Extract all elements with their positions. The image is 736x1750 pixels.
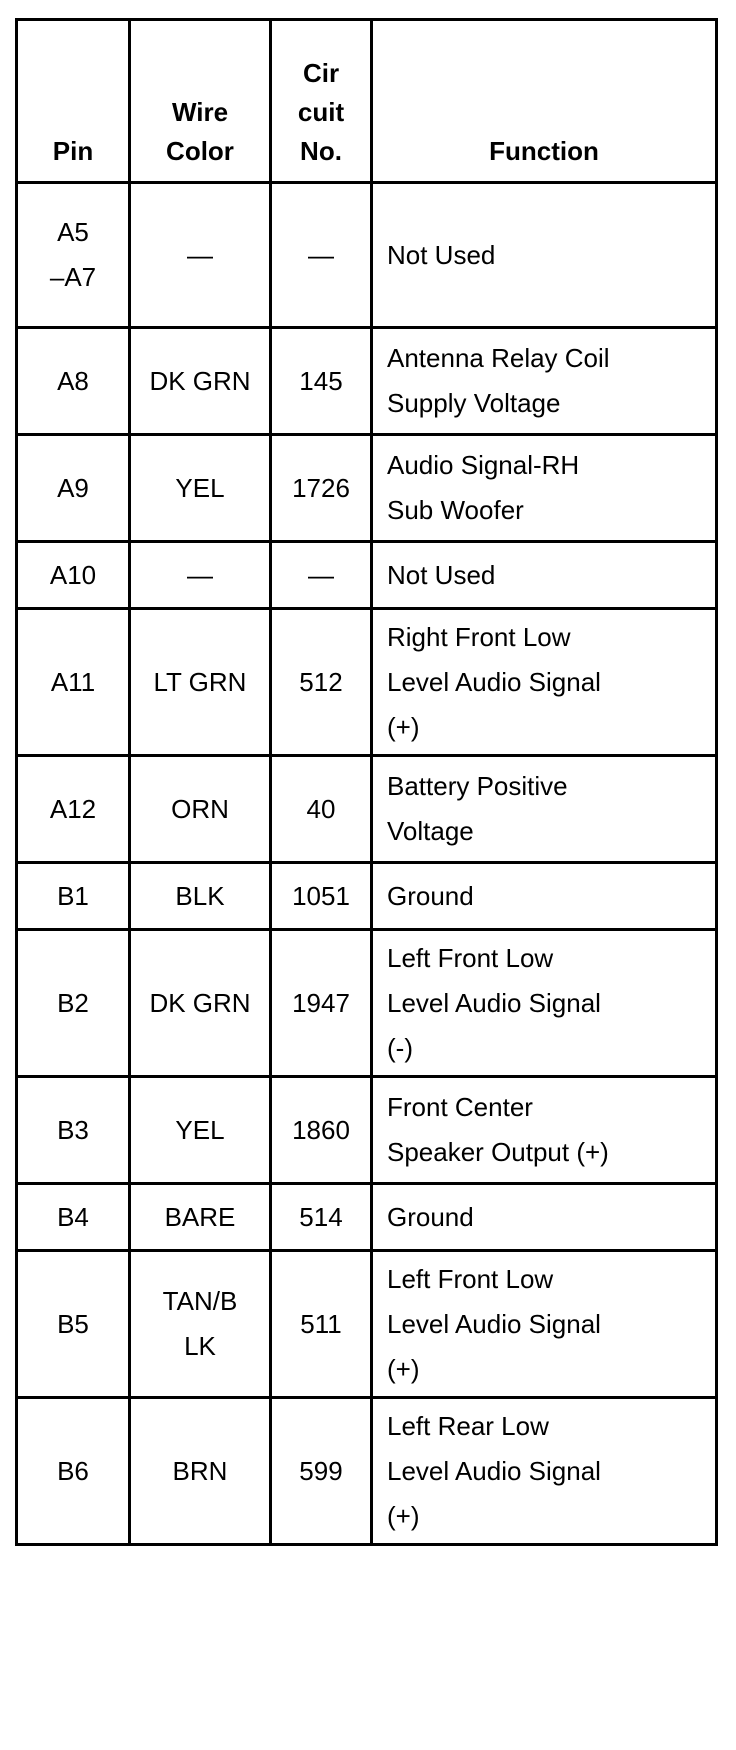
table-row — [17, 756, 717, 863]
table-row — [17, 1251, 717, 1398]
circuit-number-cell: 599 — [271, 1398, 372, 1545]
wire-color-cell: — — [130, 542, 271, 609]
table-row — [17, 183, 717, 328]
function-cell: Not Used — [372, 542, 717, 609]
function-cell: Battery Positive Voltage — [372, 756, 717, 863]
wire-color-cell: BRN — [130, 1398, 271, 1545]
pin-cell: A8 — [17, 328, 130, 435]
table-row — [17, 930, 717, 1077]
circuit-number-cell: — — [271, 183, 372, 328]
wire-color-cell: DK GRN — [130, 930, 271, 1077]
connector-pinout-table-container — [15, 18, 718, 1546]
function-cell: Left Front Low Level Audio Signal (-) — [372, 930, 717, 1077]
header-function: Function — [372, 20, 717, 183]
pin-cell: B1 — [17, 863, 130, 930]
wire-color-cell: ORN — [130, 756, 271, 863]
circuit-number-cell: 1726 — [271, 435, 372, 542]
wire-color-cell: YEL — [130, 435, 271, 542]
function-cell: Right Front Low Level Audio Signal (+) — [372, 609, 717, 756]
header-row — [17, 20, 717, 183]
table-row — [17, 1398, 717, 1545]
function-cell: Audio Signal-RH Sub Woofer — [372, 435, 717, 542]
circuit-number-cell: 1860 — [271, 1077, 372, 1184]
table-row — [17, 435, 717, 542]
function-cell: Left Front Low Level Audio Signal (+) — [372, 1251, 717, 1398]
table-row — [17, 328, 717, 435]
pin-cell: A10 — [17, 542, 130, 609]
header-circuit-number: Cir cuit No. — [271, 20, 372, 183]
wire-color-cell: YEL — [130, 1077, 271, 1184]
circuit-number-cell: 40 — [271, 756, 372, 863]
function-cell: Ground — [372, 1184, 717, 1251]
function-cell: Front Center Speaker Output (+) — [372, 1077, 717, 1184]
pin-cell: B3 — [17, 1077, 130, 1184]
circuit-number-cell: 512 — [271, 609, 372, 756]
table-row — [17, 542, 717, 609]
pin-cell: A11 — [17, 609, 130, 756]
function-cell: Left Rear Low Level Audio Signal (+) — [372, 1398, 717, 1545]
pin-cell: A12 — [17, 756, 130, 863]
pin-cell: B2 — [17, 930, 130, 1077]
wire-color-cell: BLK — [130, 863, 271, 930]
pin-cell: A9 — [17, 435, 130, 542]
function-cell: Ground — [372, 863, 717, 930]
function-cell: Not Used — [372, 183, 717, 328]
circuit-number-cell: 514 — [271, 1184, 372, 1251]
pin-cell: B4 — [17, 1184, 130, 1251]
circuit-number-cell: 145 — [271, 328, 372, 435]
pin-cell: B5 — [17, 1251, 130, 1398]
wire-color-cell: DK GRN — [130, 328, 271, 435]
circuit-number-cell: 1947 — [271, 930, 372, 1077]
table-row — [17, 1077, 717, 1184]
pin-cell: A5 –A7 — [17, 183, 130, 328]
circuit-number-cell: 511 — [271, 1251, 372, 1398]
table-row — [17, 1184, 717, 1251]
pin-cell: B6 — [17, 1398, 130, 1545]
wire-color-cell: LT GRN — [130, 609, 271, 756]
function-cell: Antenna Relay Coil Supply Voltage — [372, 328, 717, 435]
circuit-number-cell: 1051 — [271, 863, 372, 930]
header-pin: Pin — [17, 20, 130, 183]
connector-pinout-table — [15, 18, 718, 1546]
table-row — [17, 609, 717, 756]
header-wire-color: Wire Color — [130, 20, 271, 183]
wire-color-cell: BARE — [130, 1184, 271, 1251]
wire-color-cell: — — [130, 183, 271, 328]
table-row — [17, 863, 717, 930]
circuit-number-cell: — — [271, 542, 372, 609]
wire-color-cell: TAN/B LK — [130, 1251, 271, 1398]
